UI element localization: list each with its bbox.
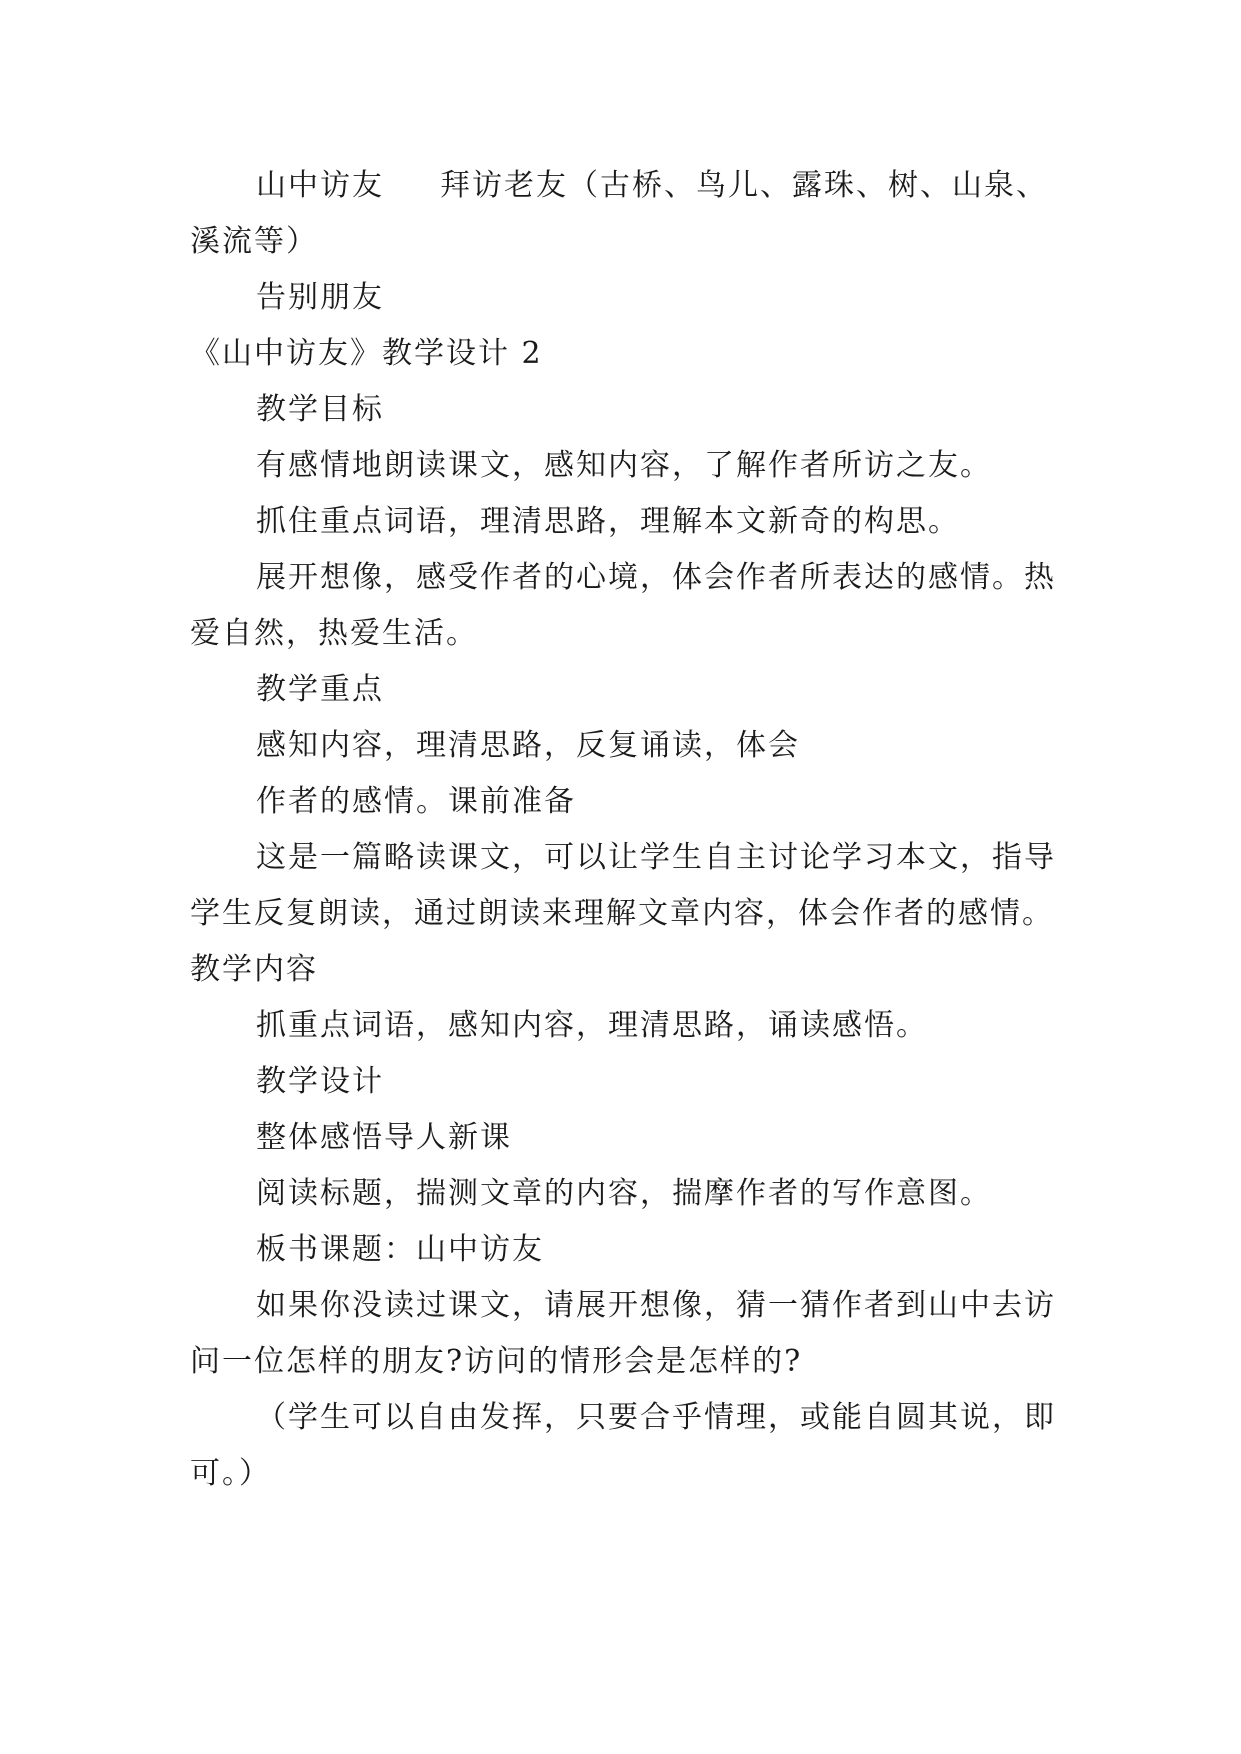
heading-design: 教学设计 xyxy=(256,1064,384,1099)
paragraph-farewell: 告别朋友 xyxy=(256,280,384,315)
design-item: 阅读标题，揣测文章的内容，揣摩作者的写作意图。 xyxy=(256,1176,992,1211)
section-title: 《山中访友》教学设计 2 xyxy=(190,336,543,371)
design-item: 板书课题：山中访友 xyxy=(256,1232,544,1267)
heading-objectives: 教学目标 xyxy=(256,392,384,427)
focus-item: 作者的感情。课前准备 xyxy=(256,784,576,819)
design-item: （学生可以自由发挥，只要合乎情理，或能自圆其说，即可。） xyxy=(190,1400,1056,1491)
design-item: 如果你没读过课文，请展开想像，猜一猜作者到山中去访问一位怎样的朋友?访问的情形会是怎样的? xyxy=(190,1288,1056,1379)
heading-focus: 教学重点 xyxy=(256,672,384,707)
content-paragraph: 抓重点词语，感知内容，理清思路，诵读感悟。 xyxy=(256,1008,928,1043)
line-label: 山中访友 xyxy=(256,168,384,203)
objective-item: 有感情地朗读课文，感知内容，了解作者所访之友。 xyxy=(256,448,992,483)
paragraph-visit-friends xyxy=(190,158,1070,270)
objective-item: 展开想像，感受作者的心境，体会作者所表达的感情。热爱自然，热爱生活。 xyxy=(190,560,1056,651)
design-item: 整体感悟导人新课 xyxy=(256,1120,512,1155)
objective-item: 抓住重点词语，理清思路，理解本文新奇的构思。 xyxy=(256,504,960,539)
line-content: 拜访老友（古桥、鸟儿、露珠、树、山泉、溪流等） xyxy=(190,168,1048,259)
document-body xyxy=(190,158,1070,1502)
preparation-paragraph: 这是一篇略读课文，可以让学生自主讨论学习本文，指导学生反复朗读，通过朗读来理解文章内容，体会作者的感情。教学内容 xyxy=(190,840,1056,987)
focus-item: 感知内容，理清思路，反复诵读，体会 xyxy=(256,728,800,763)
